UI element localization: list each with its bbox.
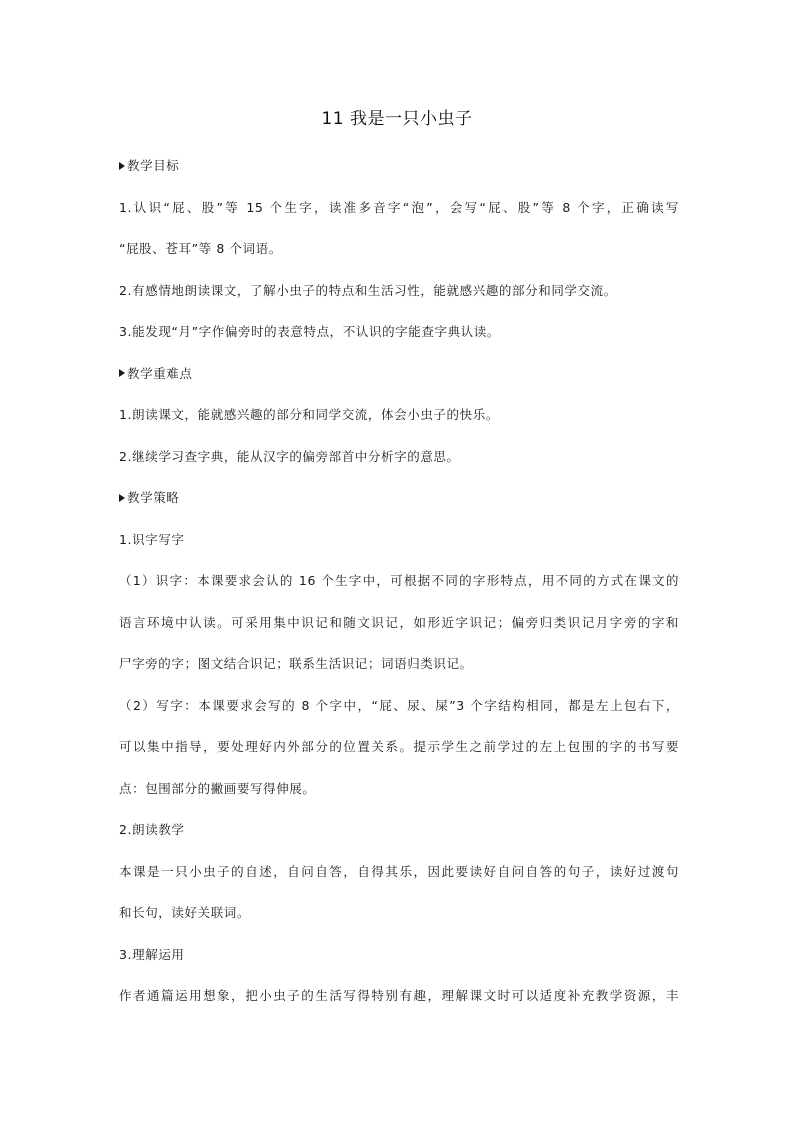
section-heading-text: 教学策略 bbox=[127, 490, 180, 505]
paragraph-line: （1）识字：本课要求会认的 16 个生字中，可根据不同的字形特点，用不同的方式在课文的 bbox=[119, 573, 679, 588]
subheading: 2.朗读教学 bbox=[119, 822, 185, 837]
paragraph-line: 1.朗读课文，能就感兴趣的部分和同学交流，体会小虫子的快乐。 bbox=[119, 407, 499, 422]
section-heading-text: 教学重难点 bbox=[127, 365, 193, 381]
paragraph-line: 1.认识“屁、股”等 15 个生字，读准多音字“泡”，会写“屁、股”等 8 个字，正确读写 bbox=[119, 199, 679, 215]
paragraph-line: 和长句，读好关联词。 bbox=[119, 905, 251, 920]
paragraph-line: （2）写字：本课要求会写的 8 个字中，“屁、尿、屎”3 个字结构相同，都是左上包右下， bbox=[119, 697, 679, 713]
section-heading-strategy bbox=[119, 477, 679, 519]
triangle-bullet-icon bbox=[119, 162, 125, 170]
paragraph-line: 3.能发现“月”字作偏旁时的表意特点，不认识的字能查字典认读。 bbox=[119, 324, 500, 339]
section-heading-goals bbox=[119, 145, 679, 187]
paragraph-line: “屁股、苍耳”等 8 个词语。 bbox=[119, 241, 282, 256]
paragraph-line: 尸字旁的字；图文结合识记；联系生活识记；词语归类识记。 bbox=[119, 656, 473, 671]
section-heading-text: 教学目标 bbox=[127, 158, 180, 173]
triangle-bullet-icon bbox=[119, 494, 125, 502]
paragraph-line: 本课是一只小虫子的自述，自问自答，自得其乐，因此要读好自问自答的句子，读好过渡句 bbox=[119, 863, 679, 879]
paragraph-line: 可以集中指导，要处理好内外部分的位置关系。提示学生之前学过的左上包围的字的书写要 bbox=[119, 739, 679, 754]
triangle-bullet-icon bbox=[119, 369, 125, 377]
page-title: 11 我是一只小虫子 bbox=[321, 109, 473, 129]
paragraph-line: 2.有感情地朗读课文，了解小虫子的特点和生活习性，能就感兴趣的部分和同学交流。 bbox=[119, 282, 617, 298]
section-heading-key-points bbox=[119, 353, 679, 395]
document-body bbox=[119, 145, 679, 1017]
subheading: 1.识字写字 bbox=[119, 531, 185, 547]
paragraph-line: 作者通篇运用想象，把小虫子的生活写得特别有趣，理解课文时可以适度补充教学资源，丰 bbox=[119, 988, 679, 1003]
paragraph-line: 语言环境中认读。可采用集中识记和随文识记，如形近字识记；偏旁归类识记月字旁的字和 bbox=[119, 614, 679, 630]
paragraph-line: 点：包围部分的撇画要写得伸展。 bbox=[119, 780, 316, 796]
subheading: 3.理解运用 bbox=[119, 946, 185, 962]
paragraph-line: 2.继续学习查字典，能从汉字的偏旁部首中分析字的意思。 bbox=[119, 448, 460, 464]
